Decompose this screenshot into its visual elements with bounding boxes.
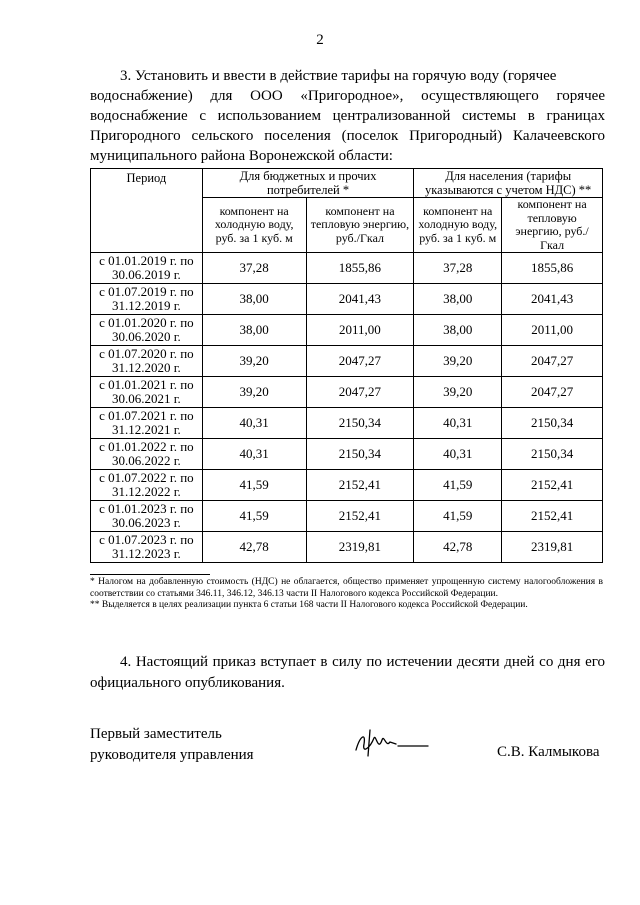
period-cell: с 01.01.2019 г. по 30.06.2019 г. bbox=[91, 253, 203, 284]
heat-energy-population-cell: 2011,00 bbox=[502, 315, 603, 346]
table-row bbox=[91, 315, 603, 346]
period-cell: с 01.01.2020 г. по 30.06.2020 г. bbox=[91, 315, 203, 346]
period-cell: с 01.07.2022 г. по 31.12.2022 г. bbox=[91, 470, 203, 501]
heat-energy-population-cell: 2152,41 bbox=[502, 470, 603, 501]
header-population: Для населения (тарифы указываются с учетом НДС) ** bbox=[414, 169, 603, 198]
heat-energy-budget-cell: 2319,81 bbox=[306, 532, 414, 563]
header-period: Период bbox=[91, 169, 203, 253]
paragraph-3 bbox=[90, 66, 605, 166]
position-line-2: руководителя управления bbox=[90, 747, 254, 763]
header-heat-energy-population: компонент на тепловую энергию, руб./Гкал bbox=[502, 198, 603, 253]
heat-energy-population-cell: 2152,41 bbox=[502, 501, 603, 532]
heat-energy-budget-cell: 2152,41 bbox=[306, 470, 414, 501]
period-cell: с 01.07.2019 г. по 31.12.2019 г. bbox=[91, 284, 203, 315]
cold-water-budget-cell: 37,28 bbox=[202, 253, 306, 284]
paragraph-3-rest: водоснабжение) для ООО «Пригородное», осуществляющего горячее водоснабжение с использованием централизованной системы в границах Пригородного сельского поселения (поселок Пригородный) Калачеевского муниципального района Воронежской области: bbox=[90, 88, 605, 164]
heat-energy-population-cell: 1855,86 bbox=[502, 253, 603, 284]
cold-water-population-cell: 40,31 bbox=[414, 408, 502, 439]
heat-energy-population-cell: 2047,27 bbox=[502, 377, 603, 408]
table-row bbox=[91, 439, 603, 470]
heat-energy-budget-cell: 2047,27 bbox=[306, 377, 414, 408]
heat-energy-population-cell: 2041,43 bbox=[502, 284, 603, 315]
table-row bbox=[91, 501, 603, 532]
header-budget-consumers: Для бюджетных и прочих потребителей * bbox=[202, 169, 414, 198]
handwritten-signature bbox=[350, 726, 430, 762]
cold-water-population-cell: 38,00 bbox=[414, 315, 502, 346]
heat-energy-population-cell: 2319,81 bbox=[502, 532, 603, 563]
table-row bbox=[91, 377, 603, 408]
cold-water-population-cell: 41,59 bbox=[414, 470, 502, 501]
table-row bbox=[91, 532, 603, 563]
table-row bbox=[91, 346, 603, 377]
cold-water-population-cell: 40,31 bbox=[414, 439, 502, 470]
heat-energy-budget-cell: 2150,34 bbox=[306, 439, 414, 470]
cold-water-budget-cell: 38,00 bbox=[202, 284, 306, 315]
footnote-rule bbox=[90, 574, 210, 575]
header-cold-water-population: компонент на холодную воду, руб. за 1 куб. м bbox=[414, 198, 502, 253]
heat-energy-budget-cell: 2041,43 bbox=[306, 284, 414, 315]
signatory-position bbox=[90, 724, 254, 766]
cold-water-population-cell: 39,20 bbox=[414, 346, 502, 377]
cold-water-population-cell: 39,20 bbox=[414, 377, 502, 408]
cold-water-budget-cell: 42,78 bbox=[202, 532, 306, 563]
table-row bbox=[91, 253, 603, 284]
paragraph-3-first-line: 3. Установить и ввести в действие тарифы на горячую воду (горячее bbox=[120, 68, 557, 84]
footnote-1: * Налогом на добавленную стоимость (НДС) не облагается, общество применяет упрощенную систему налогообложения в соответствии со статьями 346.11, 346.12, 346.13 части II Налогового кодекса Российской Федерации. bbox=[90, 577, 603, 599]
cold-water-population-cell: 42,78 bbox=[414, 532, 502, 563]
position-line-1: Первый заместитель bbox=[90, 726, 222, 742]
period-cell: с 01.01.2021 г. по 30.06.2021 г. bbox=[91, 377, 203, 408]
paragraph-4: 4. Настоящий приказ вступает в силу по истечении десяти дней со дня его официального опубликования. bbox=[90, 654, 605, 691]
footnote-2: ** Выделяется в целях реализации пункта 6 статьи 168 части II Налогового кодекса Российской Федерации. bbox=[90, 600, 528, 610]
cold-water-budget-cell: 41,59 bbox=[202, 501, 306, 532]
table-row bbox=[91, 470, 603, 501]
tariff-table bbox=[90, 168, 603, 563]
cold-water-budget-cell: 39,20 bbox=[202, 346, 306, 377]
header-cold-water-budget: компонент на холодную воду, руб. за 1 куб. м bbox=[202, 198, 306, 253]
cold-water-population-cell: 37,28 bbox=[414, 253, 502, 284]
cold-water-budget-cell: 41,59 bbox=[202, 470, 306, 501]
heat-energy-budget-cell: 2011,00 bbox=[306, 315, 414, 346]
cold-water-budget-cell: 39,20 bbox=[202, 377, 306, 408]
heat-energy-budget-cell: 2150,34 bbox=[306, 408, 414, 439]
heat-energy-budget-cell: 2152,41 bbox=[306, 501, 414, 532]
period-cell: с 01.01.2023 г. по 30.06.2023 г. bbox=[91, 501, 203, 532]
period-cell: с 01.01.2022 г. по 30.06.2022 г. bbox=[91, 439, 203, 470]
period-cell: с 01.07.2023 г. по 31.12.2023 г. bbox=[91, 532, 203, 563]
signatory-name: С.В. Калмыкова bbox=[497, 744, 600, 760]
footnotes bbox=[90, 574, 603, 612]
cold-water-population-cell: 38,00 bbox=[414, 284, 502, 315]
heat-energy-budget-cell: 2047,27 bbox=[306, 346, 414, 377]
table-row bbox=[91, 284, 603, 315]
heat-energy-population-cell: 2150,34 bbox=[502, 408, 603, 439]
heat-energy-population-cell: 2047,27 bbox=[502, 346, 603, 377]
cold-water-population-cell: 41,59 bbox=[414, 501, 502, 532]
cold-water-budget-cell: 40,31 bbox=[202, 408, 306, 439]
table-row bbox=[91, 408, 603, 439]
heat-energy-budget-cell: 1855,86 bbox=[306, 253, 414, 284]
heat-energy-population-cell: 2150,34 bbox=[502, 439, 603, 470]
period-cell: с 01.07.2021 г. по 31.12.2021 г. bbox=[91, 408, 203, 439]
header-heat-energy-budget: компонент на тепловую энергию, руб./Гкал bbox=[306, 198, 414, 253]
period-cell: с 01.07.2020 г. по 31.12.2020 г. bbox=[91, 346, 203, 377]
cold-water-budget-cell: 40,31 bbox=[202, 439, 306, 470]
page-number: 2 bbox=[316, 32, 324, 48]
cold-water-budget-cell: 38,00 bbox=[202, 315, 306, 346]
